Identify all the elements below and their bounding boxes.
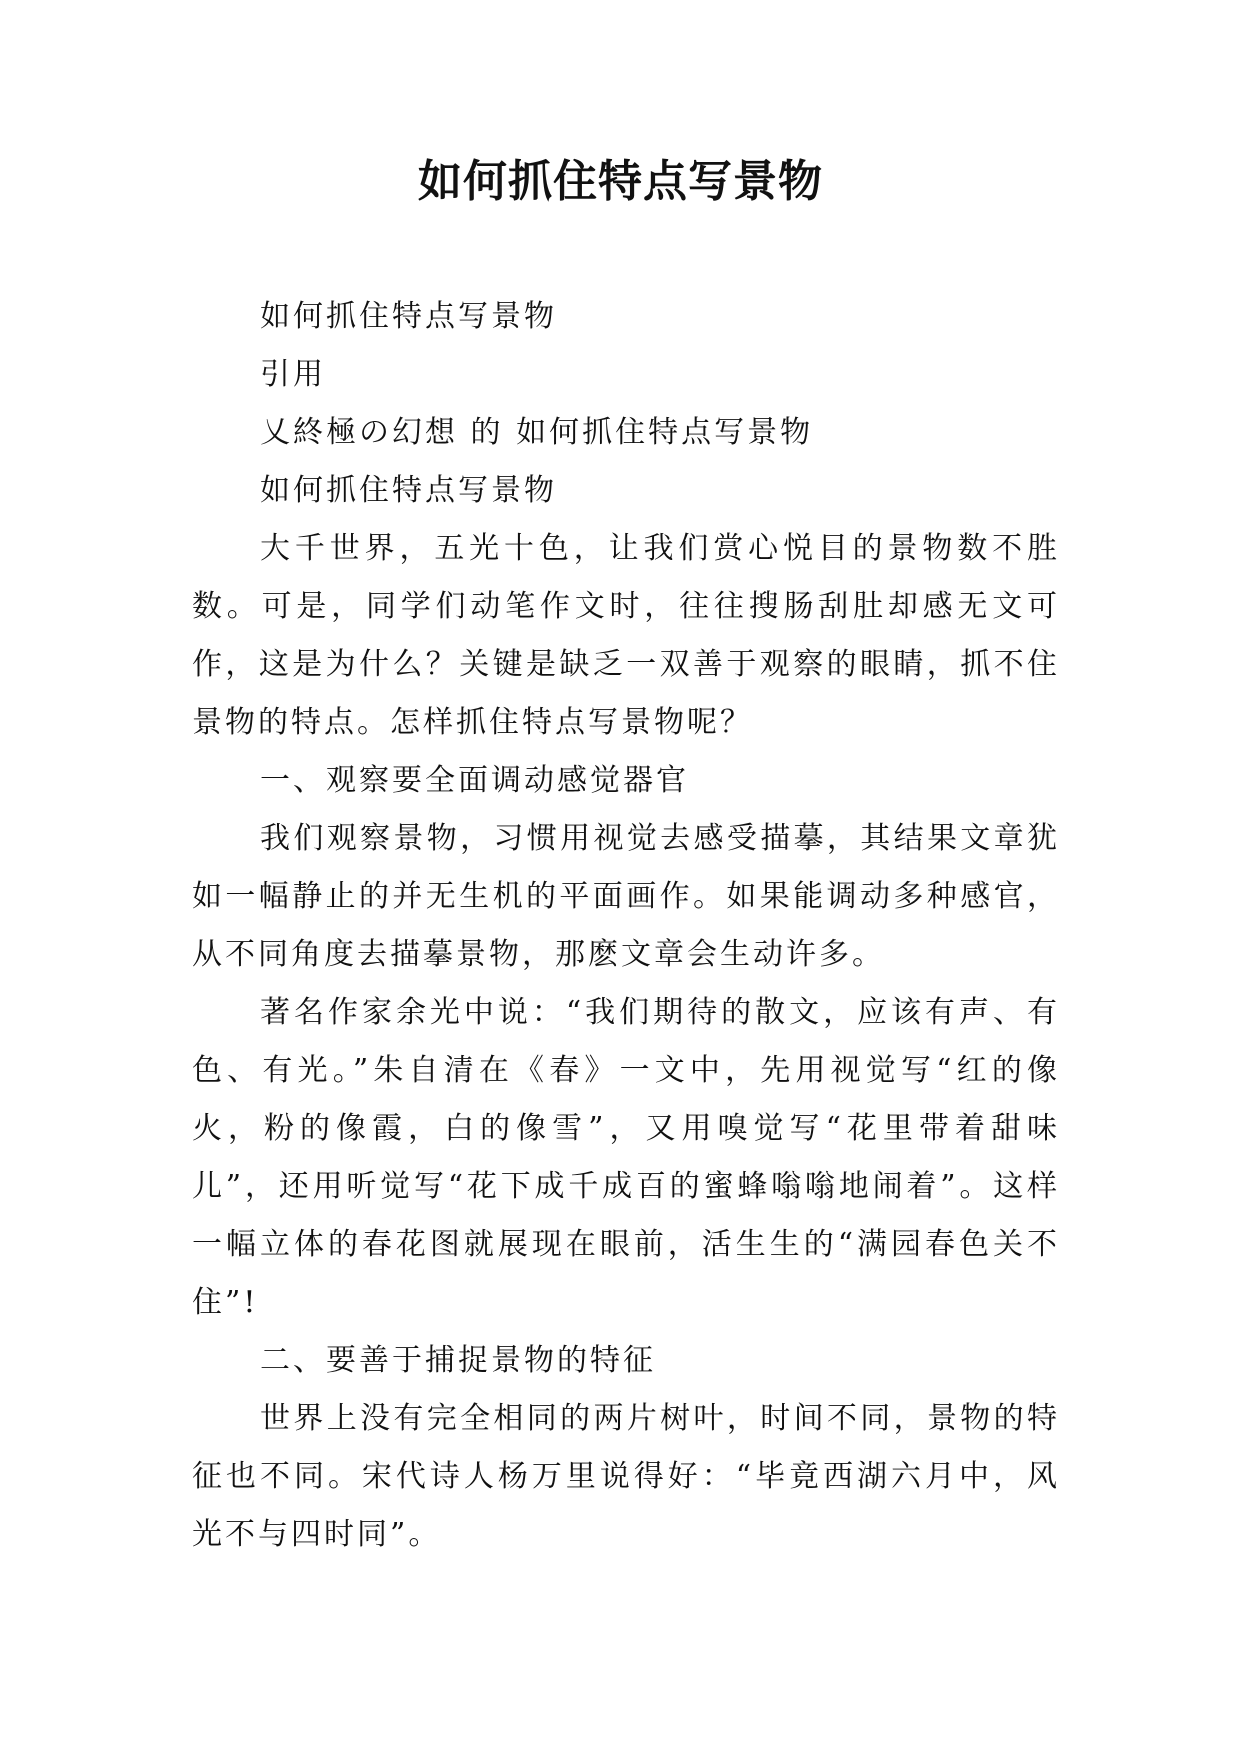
section-heading: 二、要善于捕捉景物的特征 [260,1343,656,1378]
paragraph: 引用 [260,357,326,392]
paragraph: 著名作家余光中说：“我们期待的散文，应该有声、有色、有光。”朱自清在《春》一文中，先用视觉写“红的像火，粉的像霞，白的像雪”，又用嗅觉写“花里带着甜味儿”，还用听觉写“花下成千成百的蜜蜂嗡嗡地闹着”。这样一幅立体的春花图就展现在眼前，活生生的“满园春色关不住”! [192,995,1060,1320]
document-body [192,288,1060,1564]
section-heading: 一、观察要全面调动感觉器官 [260,763,689,798]
paragraph: 大千世界，五光十色，让我们赏心悦目的景物数不胜数。可是，同学们动笔作文时，往往搜肠刮肚却感无文可作，这是为什么？关键是缺乏一双善于观察的眼睛，抓不住景物的特点。怎样抓住特点写景物呢？ [192,531,1060,740]
paragraph: 世界上没有完全相同的两片树叶，时间不同，景物的特征也不同。宋代诗人杨万里说得好：“毕竟西湖六月中，风光不与四时同”。 [192,1401,1060,1552]
paragraph: 如何抓住特点写景物 [260,473,557,508]
paragraph: 我们观察景物，习惯用视觉去感受描摹，其结果文章犹如一幅静止的并无生机的平面画作。如果能调动多种感官，从不同角度去描摹景物，那麽文章会生动许多。 [192,821,1060,972]
paragraph: 如何抓住特点写景物 [260,299,557,334]
paragraph: 乂終極の幻想 的 如何抓住特点写景物 [260,415,814,450]
document-title: 如何抓住特点写景物 [418,156,823,207]
